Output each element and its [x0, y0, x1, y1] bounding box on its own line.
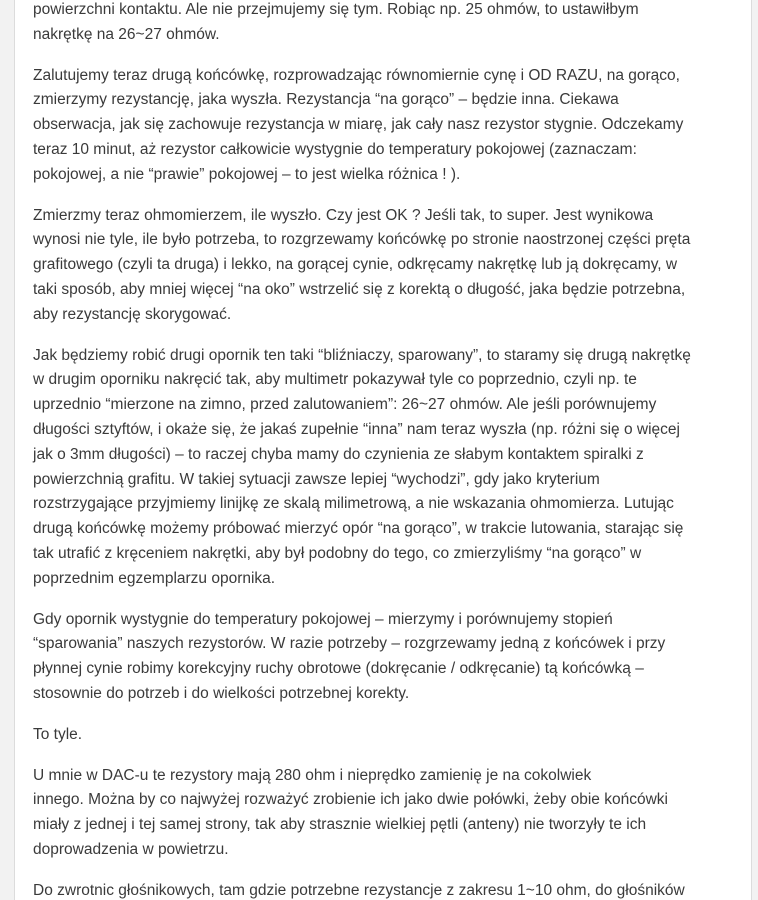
- paragraph-line: taki sposób, aby mniej więcej “na oko” wstrzelić się z korektą o długość, jaka będzie potrzebna,: [33, 280, 686, 298]
- paragraph-line: płynnej cynie robimy korekcyjny ruchy obrotowe (dokręcanie / odkręcanie) tą końcówką –: [33, 660, 644, 678]
- paragraph-line: tak utrafić z kręceniem nakrętki, aby był podobny do tego, co zmierzyliśmy “na gorąco” w: [33, 544, 642, 562]
- paragraph-line: powierzchni kontaktu. Ale nie przejmujemy się tym. Robiąc np. 25 ohmów, to ustawiłbym: [33, 1, 639, 18]
- paragraph-line: U mnie w DAC-u te rezystory mają 280 ohm i nieprędko zamienię je na cokolwiek: [33, 766, 592, 784]
- post-paragraph: [33, 879, 745, 900]
- paragraph-line: stosownie do potrzeb i do wielkości potrzebnej korekty.: [33, 684, 410, 702]
- post-paragraph: [33, 204, 745, 328]
- paragraph-line: drugą końcówkę możemy próbować mierzyć opór “na gorąco”, w trakcie lutowania, starając się: [33, 520, 684, 538]
- paragraph-line: Zmierzmy teraz ohmomierzem, ile wyszło. Czy jest OK ? Jeśli tak, to super. Jest wynikowa: [33, 206, 654, 224]
- paragraph-line: poprzednim egzemplarzu opornika.: [33, 569, 276, 587]
- paragraph-line: w drugim oporniku nakręcić tak, aby multimetr pokazywał tyle co poprzednio, czyli np. te: [33, 371, 637, 389]
- paragraph-line: “sparowania” naszych rezystorów. W razie potrzeby – rozgrzewamy jedną z końcówek i przy: [33, 635, 666, 653]
- paragraph-line: To tyle.: [33, 725, 83, 743]
- post-paragraph: [33, 344, 745, 592]
- paragraph-line: zmierzymy rezystancję, jaka wyszła. Rezystancja “na gorąco” – będzie inna. Ciekawa: [33, 91, 619, 109]
- paragraph-line: doprowadzenia w powietrzu.: [33, 840, 229, 858]
- post-paragraph: [33, 64, 745, 188]
- paragraph-line: Jak będziemy robić drugi opornik ten taki “bliźniaczy, sparowany”, to staramy się drugą nakrętkę: [33, 346, 691, 364]
- paragraph-line: grafitowego (czyli ta druga) i lekko, na gorącej cynie, odkręcamy nakrętkę lub ją dokręcamy, w: [33, 256, 678, 274]
- paragraph-line: powierzchnią grafitu. W takiej sytuacji zawsze lepiej “wychodzi”, gdy jako kryterium: [33, 470, 600, 488]
- post-body: [33, 0, 745, 900]
- paragraph-line: rozstrzygające przyjmiemy linijkę ze skalą milimetrową, a nie wskazania ohmomierza. Lutując: [33, 495, 674, 513]
- post-paragraph: [33, 608, 745, 707]
- paragraph-line: pokojowej, a nie “prawie” pokojowej – to jest wielka różnica ! ).: [33, 165, 461, 183]
- paragraph-line: Do zwrotnic głośnikowych, tam gdzie potrzebne rezystancje z zakresu 1~10 ohm, do głośników: [33, 881, 685, 899]
- paragraph-line: Gdy opornik wystygnie do temperatury pokojowej – mierzymy i porównujemy stopień: [33, 610, 613, 628]
- paragraph-line: jak o 3mm długości) – to raczej chyba mamy do czynienia ze słabym kontaktem spiralki z: [33, 445, 644, 463]
- paragraph-line: aby rezystancję skorygować.: [33, 305, 232, 323]
- paragraph-line: długości sztyftów, i okaże się, że jakaś zupełnie “inna” nam teraz wyszła (np. różni się o więcej: [33, 420, 680, 438]
- post-paragraph: [33, 723, 745, 748]
- post-paragraph: [33, 0, 745, 48]
- paragraph-line: uprzednio “mierzone na zimno, przed zalutowaniem”: 26~27 ohmów. Ale jeśli porównujemy: [33, 396, 657, 414]
- paragraph-line: obserwacja, jak się zachowuje rezystancja w miarę, jak cały nasz rezystor stygnie. Odczekamy: [33, 116, 684, 134]
- paragraph-line: wynosi nie tyle, ile było potrzeba, to rozgrzewamy końcówkę po stronie naostrzonej części pręta: [33, 231, 691, 249]
- post-paragraph: [33, 764, 745, 863]
- paragraph-line: innego. Można by co najwyżej rozważyć zrobienie ich jako dwie połówki, żeby obie końcówki: [33, 791, 668, 809]
- paragraph-line: teraz 10 minut, aż rezystor całkowicie wystygnie do temperatury pokojowej (zaznaczam:: [33, 140, 637, 158]
- content-panel: [14, 0, 752, 900]
- paragraph-line: miały z jednej i tej samej strony, tak aby strasznie wielkiej pętli (anteny) nie tworzyły te ich: [33, 816, 647, 834]
- paragraph-line: nakrętkę na 26~27 ohmów.: [33, 25, 220, 43]
- paragraph-line: Zalutujemy teraz drugą końcówkę, rozprowadzając równomiernie cynę i OD RAZU, na gorąco,: [33, 66, 680, 84]
